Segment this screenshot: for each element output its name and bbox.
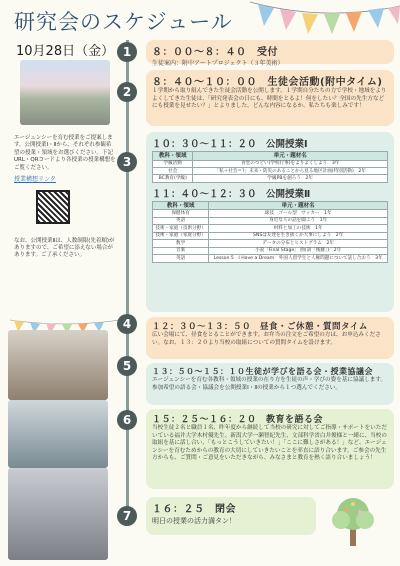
table-row: 社会 「私＋社会＝?」未来・防災のあることから見る地区計画(特別活動) 2年 (153, 167, 388, 174)
step-number-7: 7 (117, 506, 137, 526)
schedule-item-2 (146, 70, 394, 126)
table-row: 技術・家庭（技術分野） 材料と加工の技術 1年 (153, 225, 388, 232)
lesson-table-2 (152, 201, 388, 263)
bunting-decoration (250, 0, 400, 40)
item-time: ８：００～８：４０ 受付 (152, 47, 278, 58)
item-text: エージェンシーを育む各教科・領域の授業の在り方を生徒の声・学びの姿を基に協議します。参加希望の語る会・協議会を公開授業Ⅰ・Ⅱの授業から１つ選んでください。 (152, 377, 387, 391)
table-header: 教科・領域 (153, 152, 193, 161)
qr-code[interactable] (36, 190, 70, 224)
schedule-item-6 (146, 409, 394, 489)
item-time: ８：４０～１０：００ 生徒会活動(附中タイム) (152, 77, 383, 88)
step-number-1: 1 (117, 42, 137, 62)
item-time: １３：５０～１５：１０生徒が学びを語る会・授業協議会 (152, 367, 373, 376)
schedule-item-5 (146, 363, 394, 405)
step-number-3: 3 (117, 152, 137, 172)
activity-photo-3 (8, 468, 108, 560)
table-row: 音楽 小説「Final Stage」 曲(詞「後藤」) 2年 (153, 247, 388, 254)
schedule-item-7 (146, 497, 316, 535)
table-row: 数学 データの分布とヒストグラム 2年 (153, 240, 388, 247)
activity-photo-2 (8, 400, 108, 468)
intro-text: エージェンシーを育む授業をご提案します。公開授業Ⅰ・Ⅱから、それぞれ参観希望の授業・領域をお選びください。下記URL・QRコードより各授業の授業構想をご覧ください。 (14, 135, 116, 171)
table-row: BC教育(学級) 学級PBを創ろう 2年 (153, 175, 388, 182)
schedule-item-3 (146, 132, 394, 312)
item-text: 広い会場にて、昼食をとることができます。お弁当の注文をご希望の方は、お申込みください。なお、１３：２０より当校の取組についての質問タイムを設けます。 (152, 332, 381, 346)
table-row: 英語 Lesson 5 I Have a Dream 外国人留学生と人権問題について話し合おう 3年 (153, 255, 388, 262)
event-date: 10月28日（金） (16, 44, 115, 59)
step-number-2: 2 (117, 82, 137, 102)
item-time: １６：２５ 閉会 (152, 504, 236, 515)
item-time-2: １１：４０～１２：３０ 公開授業Ⅱ (152, 188, 311, 200)
lesson-plan-link[interactable]: 授業構想リンク (14, 176, 56, 184)
item-text: 明日の授業の活力満タン！ (152, 517, 236, 525)
schedule-item-4 (146, 317, 394, 359)
note-text: なお、公開授業Ⅱは、人数制限(先着順)がありますので、ご希望に添えない場合があります。ご了承ください。 (14, 237, 115, 259)
item-time: １０：３０～１１：２０ 公開授業Ⅰ (152, 139, 308, 150)
table-row: 技術・家庭（家庭分野） SNSは友達を生き抜くか大事にしよう 2年 (153, 232, 388, 239)
table-row: 保健体育 球技 ゴール型 サッカー 1年 (153, 210, 388, 217)
item-text: １学期から取り組んできた生徒会活動を公開します。１学期自分たちの力で学校・地域をよりよくしてきた生徒は、「研究発表会の日にも、時間をとるよ！何をしたい？全国の先生方などにも授業を見せたい？」とよりました。どんな内容になるか、私たちも楽しみです！ (152, 88, 387, 110)
item-sub: 生徒案内：附中アートプロジェクト（３年美術） (152, 60, 284, 67)
table-row: 学級活動 食堂のつどい(学校行事)をよりよくしよう 3年 (153, 160, 388, 167)
table-header: 単元・題材名 (209, 201, 388, 210)
activity-photo-1 (8, 330, 108, 400)
step-number-6: 6 (117, 410, 137, 430)
page-title: 研究会のスケジュール (14, 10, 233, 34)
left-intro (14, 135, 116, 260)
table-header: 単元・題材名 (193, 152, 388, 161)
schedule-item-1 (146, 40, 394, 67)
item-time: １５：２５～１６：２０ 教育を語る会 (152, 415, 324, 425)
item-time: １２：３０～１３：５０ 昼食・ご休憩・質問タイム (152, 322, 368, 332)
tree-illustration (318, 490, 388, 550)
table-row: 英語 身近な人の話を聞こう 1年 (153, 217, 388, 224)
step-number-4: 4 (117, 314, 137, 334)
school-photo (20, 60, 110, 125)
step-number-5: 5 (117, 356, 137, 376)
table-header: 教科・領域 (153, 201, 209, 210)
item-text: 当校生徒２名と職員１名、昨年度から継続して当校の研究に対してご指導・サポートをいただいている福井大学木村優先生、新潟大学一瀬智紀先生、文部科学省白井俊様と一緒に、当校の取組を基に話し合い、「もっとこうしていきたい！」「ここに難しさがある！」など、エージェンシーを育むためからの教育の大切にしていきたいことを率直に語り合います。ご参会の先生方からも、ご質問・ご意見をいただきながら、みなさまと教育を熱く語り合いましょう！ (152, 425, 387, 462)
lesson-table-1 (152, 151, 388, 183)
timeline-line (126, 40, 129, 520)
